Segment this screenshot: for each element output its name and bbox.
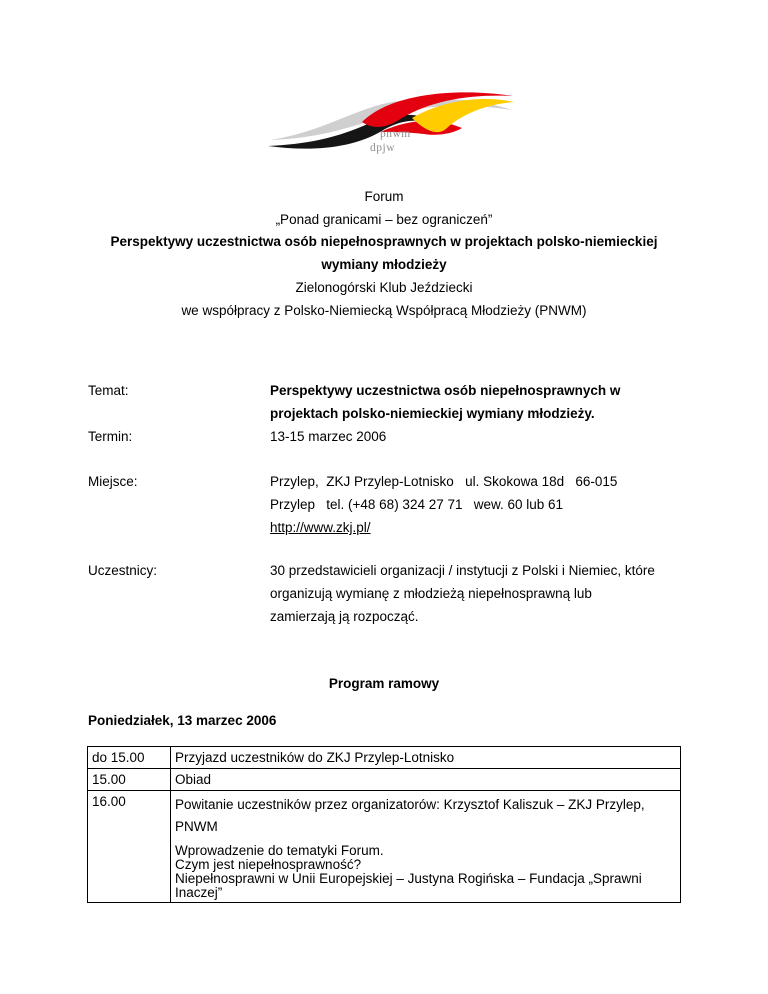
miejsce-label: Miejsce:	[88, 474, 138, 489]
row-extra-2: Czym jest niepełnosprawność?	[175, 857, 362, 872]
row-time: 15.00	[88, 769, 171, 791]
table-row	[88, 747, 681, 769]
row-desc: Przyjazd uczestników do ZKJ Przylep-Lotnisko	[171, 747, 681, 769]
header-title-line1: Perspektywy uczestnictwa osób niepełnosprawnych w projektach polsko-niemieckiej	[110, 234, 658, 249]
day-heading: Poniedziałek, 13 marzec 2006	[88, 713, 277, 728]
uczestnicy-value-line2: organizują wymianę z młodzieżą niepełnosprawną lub	[270, 586, 592, 601]
website-link[interactable]: http://www.zkj.pl/	[270, 520, 371, 535]
row-desc: Powitanie uczestników przez organizatorów: Krzysztof Kaliszuk – ZKJ Przylep,	[175, 797, 645, 812]
temat-value-line1: Perspektywy uczestnictwa osób niepełnosprawnych w	[270, 383, 621, 398]
row-desc-cont: PNWM	[175, 819, 218, 834]
uczestnicy-label: Uczestnicy:	[88, 563, 158, 578]
miejsce-value-line1: Przylep, ZKJ Przylep-Lotnisko ul. Skokowa 18d 66-015	[270, 474, 618, 489]
header-forum: Forum	[364, 189, 404, 204]
uczestnicy-value-line3: zamierzają ją rozpocząć.	[270, 609, 419, 624]
table-row	[88, 769, 681, 791]
header-subtitle: „Ponad granicami – bez ograniczeń”	[275, 212, 493, 227]
termin-value: 13-15 marzec 2006	[270, 429, 387, 444]
program-table	[87, 746, 681, 903]
row-extra-3: Niepełnosprawni w Unii Europejskiej – Justyna Rogińska – Fundacja „Sprawni	[175, 871, 642, 886]
row-time: 16.00	[88, 791, 171, 903]
uczestnicy-value-line1: 30 przedstawicieli organizacji / instytucji z Polski i Niemiec, które	[270, 563, 655, 578]
table-row	[88, 791, 681, 903]
temat-value-line2: projektach polsko-niemieckiej wymiany młodzieży.	[270, 406, 595, 421]
row-extra-1: Wprowadzenie do tematyki Forum.	[175, 843, 384, 858]
header-title-line2: wymiany młodzieży	[321, 257, 447, 272]
termin-label: Termin:	[88, 429, 133, 444]
miejsce-value-line2: Przylep tel. (+48 68) 324 27 71 wew. 60 lub 61	[270, 497, 564, 512]
header-cooperation: we współpracy z Polsko-Niemiecką Współpracą Młodzieży (PNWM)	[181, 303, 587, 318]
temat-label: Temat:	[88, 383, 129, 398]
row-extra-4: Inaczej”	[175, 885, 223, 900]
header-organizer: Zielonogórski Klub Jeździecki	[295, 280, 473, 295]
logo-text-pnwm: pnwm	[380, 128, 411, 140]
row-time: do 15.00	[88, 747, 171, 769]
logo-text-dpjw: dpjw	[370, 142, 395, 154]
row-desc: Obiad	[171, 769, 681, 791]
program-title: Program ramowy	[328, 676, 440, 691]
row-desc-block	[171, 791, 681, 903]
